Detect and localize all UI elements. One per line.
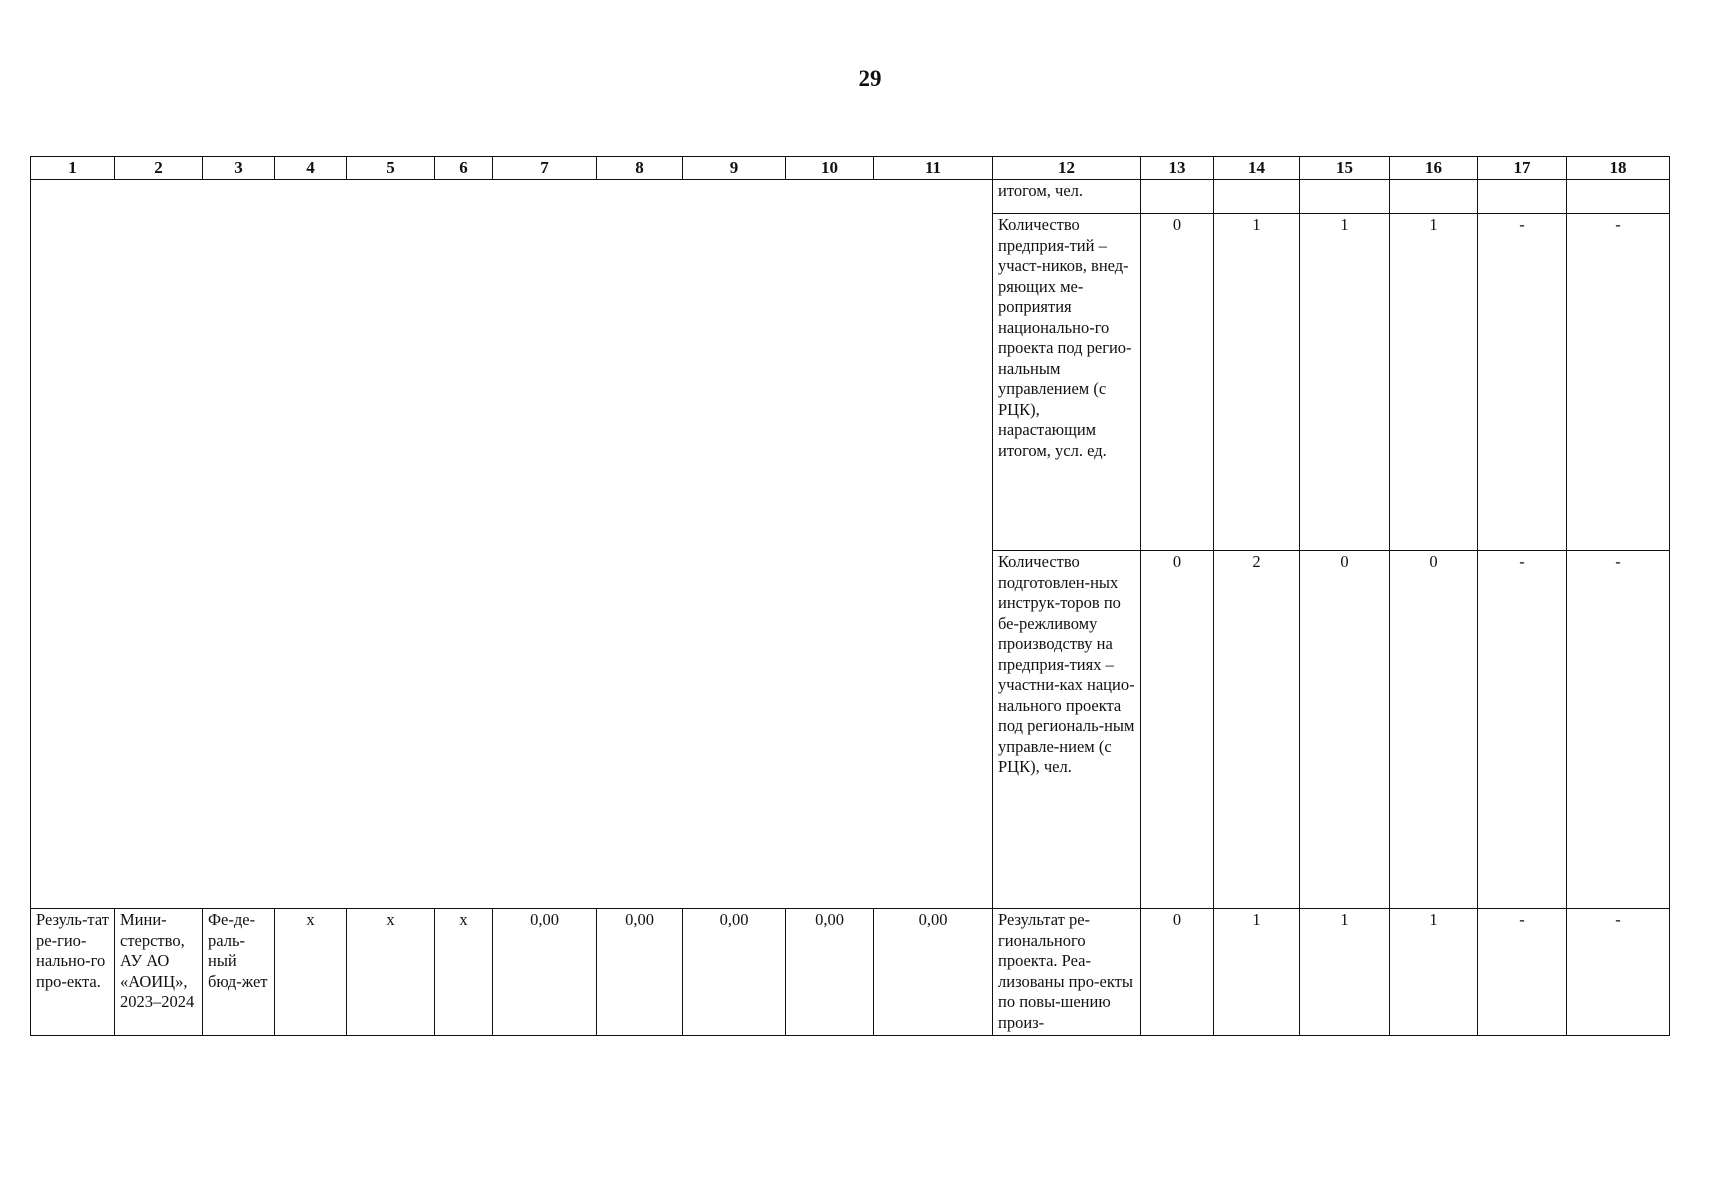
value-cell — [1478, 180, 1567, 214]
indicator-cell: Количество подготовлен-ных инструк-торов по бе-режливому производству на предприя-тиях – участни-ках нацио-нального проекта под региональ-ным управле-нием (с РЦК), чел. — [993, 551, 1141, 909]
indicator-cell: итогом, чел. — [993, 180, 1141, 214]
table-header-row — [31, 157, 1670, 180]
responsible-cell: Мини-стерство, АУ АО «АОИЦ», 2023–2024 — [115, 909, 203, 1036]
value-cell: 0 — [1141, 551, 1214, 909]
column-header: 10 — [786, 157, 874, 180]
column-header: 7 — [493, 157, 597, 180]
column-header: 11 — [874, 157, 993, 180]
value-cell: 0,00 — [493, 909, 597, 1036]
column-header: 1 — [31, 157, 115, 180]
value-cell: 0 — [1141, 214, 1214, 551]
value-cell: 0,00 — [597, 909, 683, 1036]
value-cell: 0,00 — [683, 909, 786, 1036]
merged-blank-cell — [31, 180, 993, 909]
value-cell: 0,00 — [786, 909, 874, 1036]
value-cell: 1 — [1390, 909, 1478, 1036]
column-header: 4 — [275, 157, 347, 180]
column-header: 18 — [1567, 157, 1670, 180]
value-cell: - — [1478, 214, 1567, 551]
value-cell — [1567, 180, 1670, 214]
table-row — [31, 180, 1670, 214]
value-cell: 0 — [1390, 551, 1478, 909]
column-header: 15 — [1300, 157, 1390, 180]
column-header: 14 — [1214, 157, 1300, 180]
column-header: 16 — [1390, 157, 1478, 180]
value-cell: х — [275, 909, 347, 1036]
value-cell: - — [1478, 551, 1567, 909]
value-cell: х — [347, 909, 435, 1036]
table-row — [31, 909, 1670, 1036]
column-header: 13 — [1141, 157, 1214, 180]
value-cell: 0 — [1300, 551, 1390, 909]
column-header: 17 — [1478, 157, 1567, 180]
value-cell: - — [1567, 909, 1670, 1036]
value-cell — [1214, 180, 1300, 214]
page-number: 29 — [858, 66, 882, 91]
funding-source-cell: Фе-де-раль-ный бюд-жет — [203, 909, 275, 1036]
value-cell: 0,00 — [874, 909, 993, 1036]
indicator-cell: Результат ре-гионального проекта. Реа-лизованы про-екты по повы-шению произ- — [993, 909, 1141, 1036]
value-cell: - — [1478, 909, 1567, 1036]
column-header: 6 — [435, 157, 493, 180]
value-cell: 1 — [1390, 214, 1478, 551]
value-cell: 1 — [1214, 909, 1300, 1036]
column-header: 2 — [115, 157, 203, 180]
value-cell — [1300, 180, 1390, 214]
value-cell: х — [435, 909, 493, 1036]
value-cell — [1390, 180, 1478, 214]
value-cell: 2 — [1214, 551, 1300, 909]
column-header: 9 — [683, 157, 786, 180]
column-header: 5 — [347, 157, 435, 180]
indicator-cell: Количество предприя-тий – участ-ников, внед-ряющих ме-роприятия национально-го проекта под регио-нальным управлением (с РЦК), нарастающим итогом, усл. ед. — [993, 214, 1141, 551]
value-cell: 1 — [1300, 214, 1390, 551]
column-header: 12 — [993, 157, 1141, 180]
value-cell: 1 — [1300, 909, 1390, 1036]
column-header: 3 — [203, 157, 275, 180]
value-cell — [1141, 180, 1214, 214]
result-name-cell: Резуль-тат ре-гио-нально-го про-екта. — [31, 909, 115, 1036]
column-header: 8 — [597, 157, 683, 180]
value-cell: 1 — [1214, 214, 1300, 551]
value-cell: 0 — [1141, 909, 1214, 1036]
value-cell: - — [1567, 551, 1670, 909]
data-table — [30, 156, 1670, 1036]
value-cell: - — [1567, 214, 1670, 551]
